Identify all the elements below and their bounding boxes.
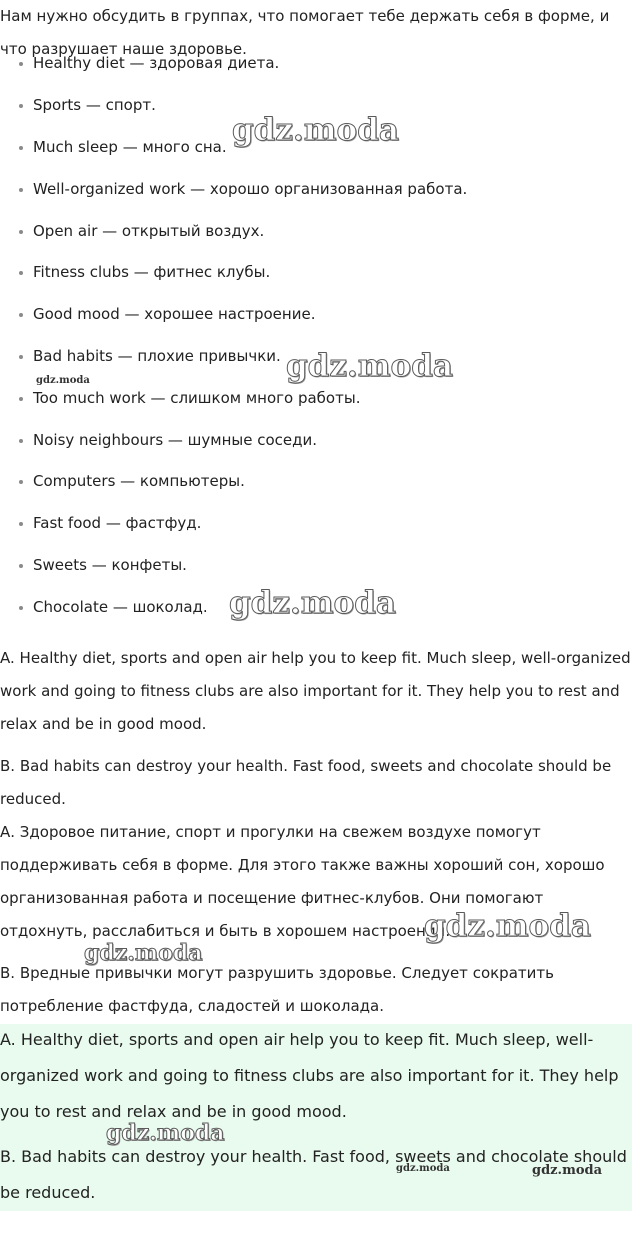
english-paragraph-a: A. Healthy diet, sports and open air help you to keep fit. Much sleep, well-organized work and going to fitness clubs are also important for it. They help you to rest and relax and be in good mood. — [0, 649, 631, 733]
answer-block — [0, 1024, 632, 1211]
watermark: gdz.moda — [84, 940, 203, 966]
watermark: gdz.moda — [232, 112, 399, 148]
watermark: gdz.moda — [106, 1120, 225, 1146]
list-item: Healthy diet — здоровая диета. — [33, 54, 280, 72]
list-item: Computers — компьютеры. — [33, 472, 245, 490]
list-item: Bad habits — плохие привычки. — [33, 347, 281, 365]
list-item: Much sleep — много сна. — [33, 138, 227, 156]
watermark: gdz.moda — [286, 348, 453, 384]
russian-paragraph-b: В. Вредные привычки могут разрушить здоровье. Следует сократить потребление фастфуда, сладостей и шоколада. — [0, 964, 554, 1015]
watermark: gdz.moda — [396, 1163, 450, 1174]
list-item: Good mood — хорошее настроение. — [33, 305, 316, 323]
list-item: Fitness clubs — фитнес клубы. — [33, 263, 271, 281]
intro-text: Нам нужно обсудить в группах, что помогает тебе держать себя в форме, и что разрушает наше здоровье. — [0, 7, 610, 58]
watermark: gdz.moda — [424, 908, 591, 944]
list-item: Chocolate — шоколад. — [33, 598, 208, 616]
english-paragraph-b: B. Bad habits can destroy your health. Fast food, sweets and chocolate should be reduced. — [0, 757, 612, 808]
list-item: Noisy neighbours — шумные соседи. — [33, 431, 318, 449]
list-item: Sweets — конфеты. — [33, 556, 187, 574]
answer-paragraph-a: A. Healthy diet, sports and open air help you to keep fit. Much sleep, well-organized work and going to fitness clubs are also important for it. They help you to rest and relax and be in good mood. — [0, 1030, 619, 1121]
list-item: Open air — открытый воздух. — [33, 222, 265, 240]
list-item: Too much work — слишком много работы. — [33, 389, 361, 407]
watermark: gdz.moda — [36, 375, 90, 386]
watermark: gdz.moda — [532, 1163, 603, 1178]
watermark: gdz.moda — [229, 585, 396, 621]
list-item: Well-organized work — хорошо организованная работа. — [33, 180, 468, 198]
list-item: Fast food — фастфуд. — [33, 514, 202, 532]
answer-paragraph-b: B. Bad habits can destroy your health. Fast food, sweets and chocolate should be reduced. — [0, 1147, 627, 1202]
list-item: Sports — спорт. — [33, 96, 156, 114]
russian-paragraph-a: А. Здоровое питание, спорт и прогулки на свежем воздухе помогут поддерживать себя в форме. Для этого также важны хороший сон, хорошо организованная работа и посещение фитнес-клубов. Они помогают отдохнуть, расслабиться и быть в хорошем настроении. — [0, 823, 605, 940]
